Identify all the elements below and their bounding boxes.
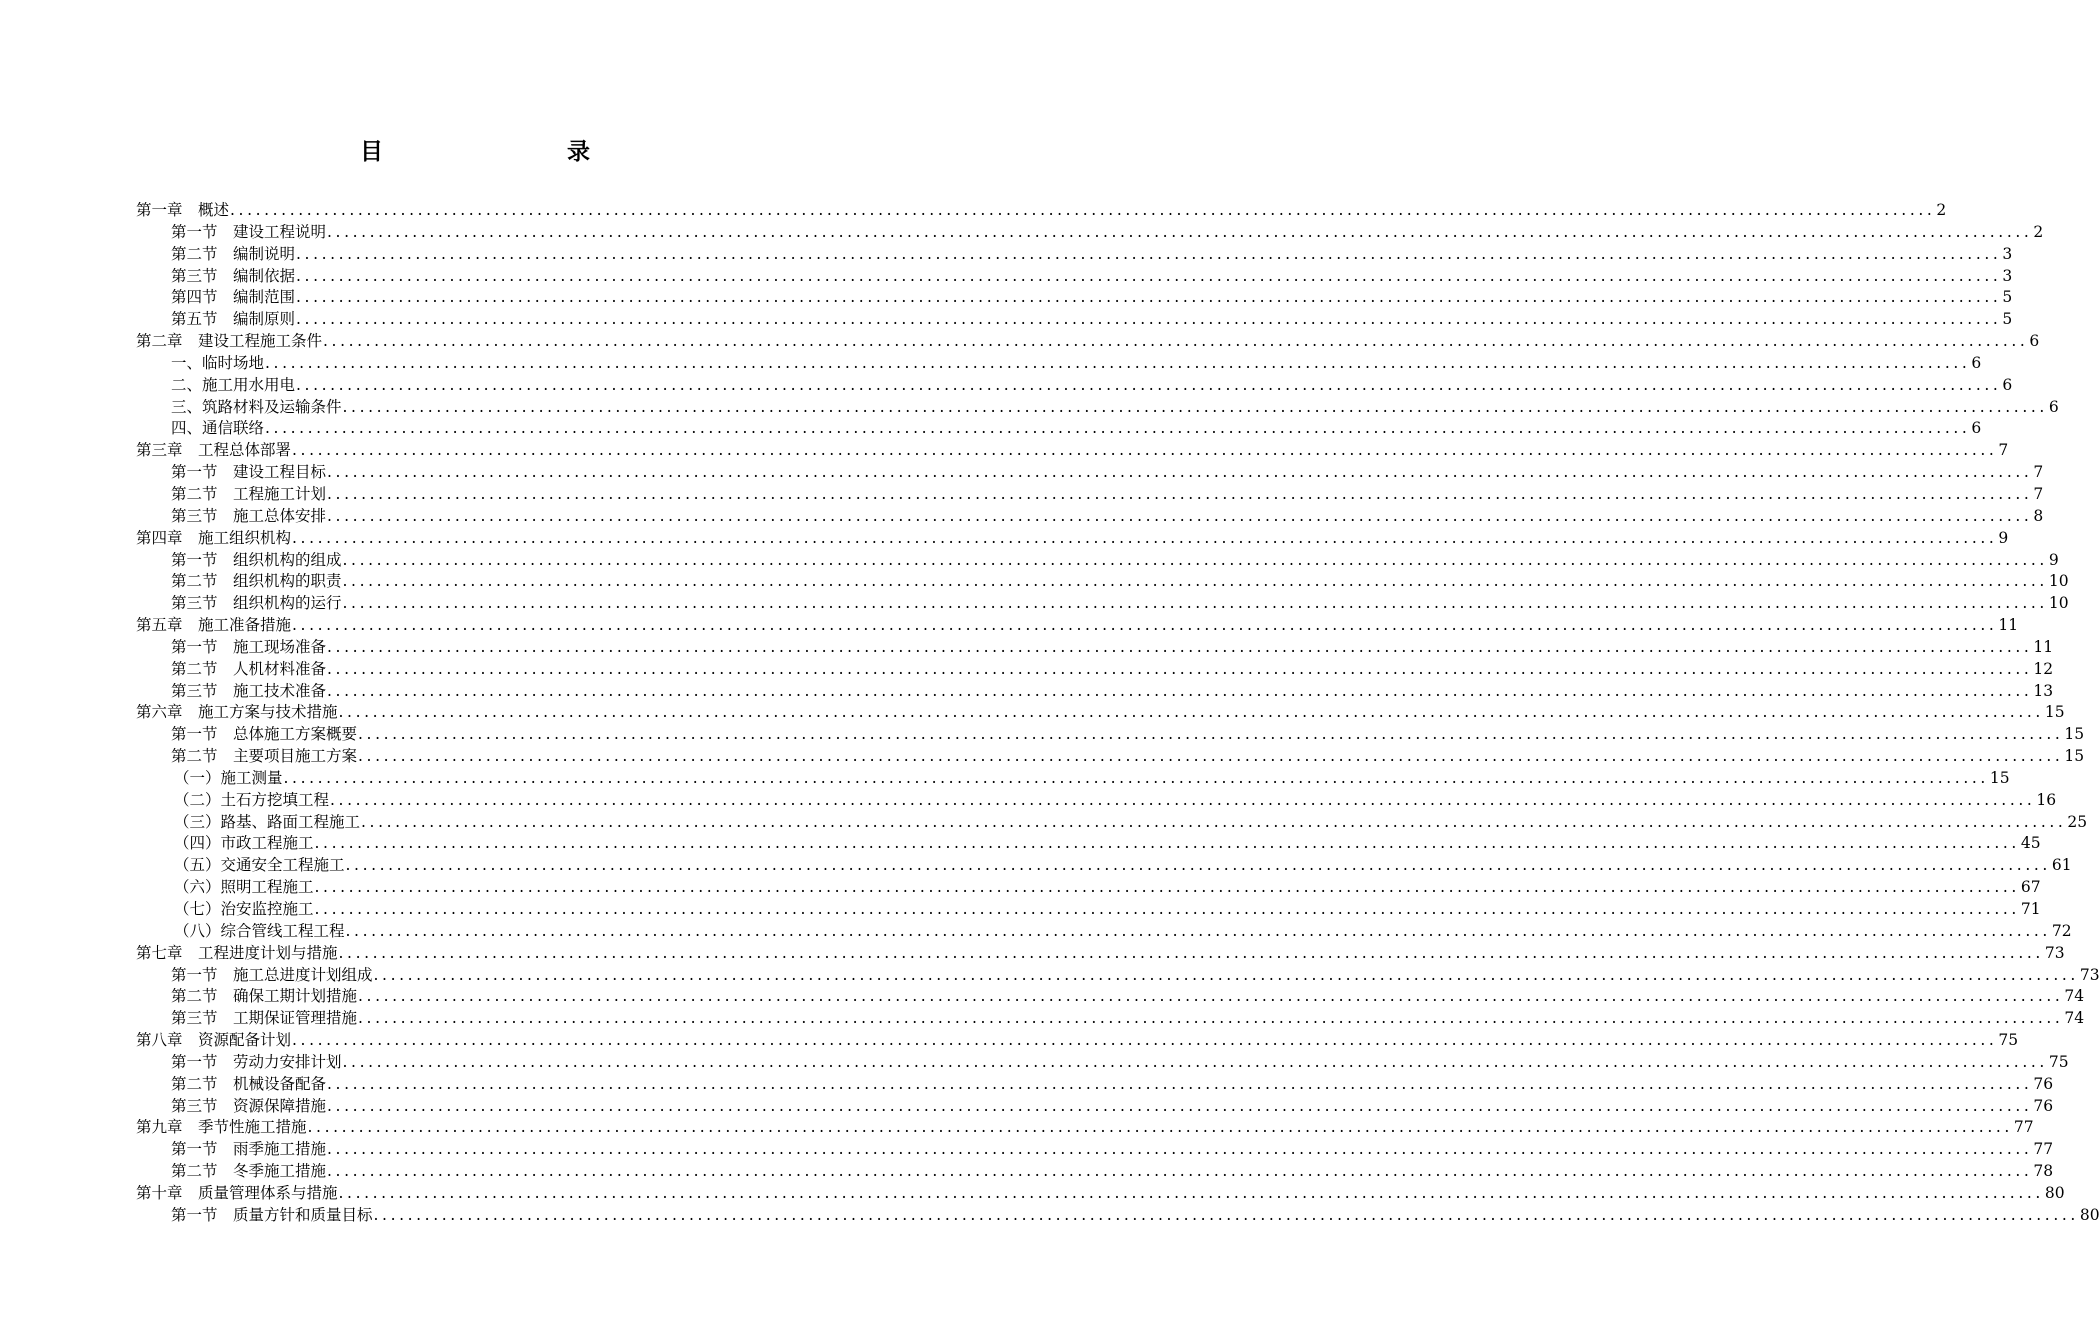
toc-dot-leader: ........................................................................................................................................................................................................ [296,288,2002,307]
toc-dot-leader: ........................................................................................................................................................................................................ [283,768,1989,787]
toc-entry-label: 第六章 施工方案与技术措施 [136,703,338,722]
toc-dot-leader: ........................................................................................................................................................................................................ [327,1140,2033,1159]
toc-dot-leader: ........................................................................................................................................................................................................ [327,222,2033,241]
toc-dot-leader: ........................................................................................................................................................................................................ [373,965,2079,984]
toc-entry-page-number: 45 [2020,834,2041,853]
toc-dot-leader: ........................................................................................................................................................................................................ [323,332,2029,351]
toc-entry-label: 第十章 质量管理体系与措施 [136,1183,338,1202]
toc-dot-leader: ........................................................................................................................................................................................................ [292,616,1998,635]
toc-entry-page-number: 2 [2033,222,2044,241]
toc-entry[interactable] [136,440,2009,462]
toc-entry-page-number: 10 [2048,572,2069,591]
toc-entry-label: 第九章 季节性施工措施 [136,1118,307,1137]
toc-entry-page-number: 3 [2002,266,2013,285]
toc-entry[interactable] [136,484,2044,506]
toc-entry[interactable] [136,397,2059,419]
toc-entry-label: 第二节 确保工期计划措施 [171,987,358,1006]
toc-entry-label: 第一节 组织机构的组成 [171,550,342,569]
toc-entry-page-number: 77 [2033,1140,2054,1159]
toc-entry[interactable] [136,244,2013,266]
toc-dot-leader: ........................................................................................................................................................................................................ [338,943,2044,962]
page-title: 目 录 [359,139,678,165]
toc-entry-page-number: 15 [2044,703,2065,722]
toc-dot-leader: ........................................................................................................................................................................................................ [327,681,2033,700]
toc-entry-page-number: 6 [2048,397,2059,416]
toc-entry-label: 第一节 施工现场准备 [171,637,327,656]
toc-entry[interactable] [136,506,2044,528]
toc-entry[interactable] [136,921,2072,943]
toc-dot-leader: ........................................................................................................................................................................................................ [373,1205,2079,1224]
toc-dot-leader: ........................................................................................................................................................................................................ [314,834,2020,853]
toc-entry-page-number: 7 [2033,484,2044,503]
toc-dot-leader: ........................................................................................................................................................................................................ [338,703,2044,722]
toc-dot-leader: ........................................................................................................................................................................................................ [314,878,2020,897]
toc-dot-leader: ........................................................................................................................................................................................................ [265,353,1971,372]
toc-entry-label: （一）施工测量 [174,768,283,787]
toc-entry-label: 第二节 工程施工计划 [171,484,327,503]
toc-entry[interactable] [136,375,2013,397]
toc-entry-page-number: 74 [2064,987,2085,1006]
toc-entry[interactable] [136,615,2019,637]
toc-entry-page-number: 15 [2064,747,2085,766]
toc-entry[interactable] [136,571,2069,593]
toc-entry[interactable] [136,1117,2034,1139]
toc-dot-leader: ........................................................................................................................................................................................................ [327,659,2033,678]
toc-entry-label: 第一节 施工总进度计划组成 [171,965,373,984]
toc-entry-label: 第一节 质量方针和质量目标 [171,1205,373,1224]
toc-entry[interactable] [136,790,2057,812]
toc-entry[interactable] [136,287,2013,309]
toc-entry-page-number: 75 [1998,1031,2019,1050]
toc-entry[interactable] [136,353,1982,375]
toc-entry[interactable] [136,1183,2065,1205]
toc-entry[interactable] [136,855,2072,877]
toc-dot-leader: ........................................................................................................................................................................................................ [296,310,2002,329]
toc-entry-page-number: 76 [2033,1096,2054,1115]
toc-entry[interactable] [136,1074,2054,1096]
toc-entry-label: 第二节 冬季施工措施 [171,1162,327,1181]
toc-dot-leader: ........................................................................................................................................................................................................ [292,441,1998,460]
toc-entry-page-number: 9 [1998,528,2009,547]
toc-entry-label: 第三节 编制依据 [171,266,296,285]
toc-entry-label: 第二节 编制说明 [171,244,296,263]
toc-entry-label: （六）照明工程施工 [174,878,314,897]
toc-entry[interactable] [136,222,2044,244]
toc-dot-leader: ........................................................................................................................................................................................................ [342,572,2048,591]
toc-dot-leader: ........................................................................................................................................................................................................ [296,375,2002,394]
toc-dot-leader: ........................................................................................................................................................................................................ [307,1118,2013,1137]
toc-entry[interactable] [136,724,2085,746]
toc-entry-page-number: 73 [2044,943,2065,962]
toc-entry-page-number: 8 [2033,506,2044,525]
toc-entry-label: 第一章 概述 [136,201,230,219]
toc-entry-label: 第二章 建设工程施工条件 [136,332,323,351]
toc-entry[interactable] [136,1008,2085,1030]
toc-dot-leader: ........................................................................................................................................................................................................ [358,747,2064,766]
toc-entry[interactable] [136,899,2041,921]
toc-dot-leader: ........................................................................................................................................................................................................ [327,463,2033,482]
toc-entry-page-number: 6 [1971,353,1982,372]
toc-entry-page-number: 16 [2036,790,2057,809]
toc-entry[interactable] [136,986,2085,1008]
toc-dot-leader: ........................................................................................................................................................................................................ [296,266,2002,285]
toc-entry[interactable] [136,200,1947,222]
toc-entry[interactable] [136,1052,2069,1074]
toc-entry[interactable] [136,812,2088,834]
toc-dot-leader: ........................................................................................................................................................................................................ [338,1183,2044,1202]
toc-entry[interactable] [136,266,2013,288]
toc-entry-label: 第一节 雨季施工措施 [171,1140,327,1159]
toc-entry-page-number: 80 [2079,1205,2100,1224]
toc-entry-label: （二）土石方挖填工程 [174,790,330,809]
toc-entry-label: 第七章 工程进度计划与措施 [136,943,338,962]
toc-entry-label: 第一节 建设工程说明 [171,222,327,241]
toc-entry-page-number: 13 [2033,681,2054,700]
toc-entry-page-number: 2 [1936,201,1947,219]
toc-entry-page-number: 11 [2033,637,2054,656]
toc-entry-label: 第三节 资源保障措施 [171,1096,327,1115]
toc-entry-label: 第二节 机械设备配备 [171,1074,327,1093]
toc-entry-label: 第八章 资源配备计划 [136,1031,292,1050]
toc-entry-label: 第二节 组织机构的职责 [171,572,342,591]
toc-entry[interactable] [136,877,2041,899]
toc-entry-page-number: 15 [2064,725,2085,744]
toc-entry-page-number: 3 [2002,244,2013,263]
toc-entry-label: 四、通信联络 [171,419,265,438]
toc-entry-page-number: 6 [1971,419,1982,438]
toc-entry[interactable] [136,746,2085,768]
toc-entry[interactable] [136,702,2065,724]
toc-entry-page-number: 5 [2002,310,2013,329]
toc-dot-leader: ........................................................................................................................................................................................................ [327,484,2033,503]
toc-entry-page-number: 7 [1998,441,2009,460]
toc-entry-label: （七）治安监控施工 [174,900,314,918]
toc-entry-page-number: 80 [2044,1183,2065,1202]
toc-entry-label: 第四章 施工组织机构 [136,528,292,547]
toc-entry-label: 三、筑路材料及运输条件 [171,397,342,416]
toc-dot-leader: ........................................................................................................................................................................................................ [361,812,2067,831]
toc-entry-page-number: 25 [2067,812,2088,831]
toc-entry[interactable] [136,1139,2054,1161]
toc-entry-page-number: 12 [2033,659,2054,678]
toc-dot-leader: ........................................................................................................................................................................................................ [292,528,1998,547]
toc-dot-leader: ........................................................................................................................................................................................................ [265,419,1971,438]
toc-entry-label: 第五节 编制原则 [171,310,296,329]
toc-entry-page-number: 77 [2013,1118,2034,1137]
toc-dot-leader: ........................................................................................................................................................................................................ [327,506,2033,525]
toc-dot-leader: ........................................................................................................................................................................................................ [327,1096,2033,1115]
toc-entry[interactable] [136,1030,2019,1052]
toc-entry[interactable] [136,309,2013,331]
toc-entry-page-number: 67 [2020,878,2041,897]
toc-entry-label: （八）综合管线工程工程 [174,921,345,940]
toc-dot-leader: ........................................................................................................................................................................................................ [327,1074,2033,1093]
toc-dot-leader: ........................................................................................................................................................................................................ [292,1031,1998,1050]
toc-entry-page-number: 7 [2033,463,2044,482]
toc-dot-leader: ........................................................................................................................................................................................................ [345,856,2051,875]
toc-entry-label: 第一节 建设工程目标 [171,463,327,482]
toc-dot-leader: ........................................................................................................................................................................................................ [345,921,2051,940]
toc-entry-label: 第三节 施工技术准备 [171,681,327,700]
toc-entry-page-number: 6 [2029,332,2040,351]
toc-dot-leader: ........................................................................................................................................................................................................ [358,987,2064,1006]
toc-entry-label: （三）路基、路面工程施工 [174,812,361,831]
toc-entry[interactable] [136,768,2010,790]
toc-entry-label: 第三节 工期保证管理措施 [171,1009,358,1028]
toc-entry[interactable] [136,1161,2054,1183]
toc-entry-label: 第四节 编制范围 [171,288,296,307]
toc-entry-label: 二、施工用水用电 [171,375,296,394]
toc-entry[interactable] [136,659,2054,681]
toc-dot-leader: ........................................................................................................................................................................................................ [327,1162,2033,1181]
toc-entry-label: 第一节 总体施工方案概要 [171,725,358,744]
toc-dot-leader: ........................................................................................................................................................................................................ [342,397,2048,416]
toc-entry[interactable] [136,637,2054,659]
toc-entry[interactable] [136,462,2044,484]
toc-entry-label: 第二节 主要项目施工方案 [171,747,358,766]
toc-dot-leader: ........................................................................................................................................................................................................ [342,550,2048,569]
toc-entry-page-number: 71 [2020,900,2041,918]
toc-entry-page-number: 9 [2048,550,2059,569]
toc-dot-leader: ........................................................................................................................................................................................................ [314,900,2020,918]
toc-entry[interactable] [136,550,2059,572]
toc-entry[interactable] [136,943,2065,965]
toc-entry-label: （五）交通安全工程施工 [174,856,345,875]
toc-entry[interactable] [136,965,2100,987]
toc-entry-label: 第三章 工程总体部署 [136,441,292,460]
toc-entry[interactable] [136,331,2040,353]
toc-dot-leader: ........................................................................................................................................................................................................ [342,1052,2048,1071]
toc-entry-label: 第五章 施工准备措施 [136,616,292,635]
toc-dot-leader: ........................................................................................................................................................................................................ [230,201,1936,219]
toc-entry[interactable] [136,593,2069,615]
toc-entry-page-number: 72 [2051,921,2072,940]
toc-dot-leader: ........................................................................................................................................................................................................ [358,725,2064,744]
toc-entry-label: 一、临时场地 [171,353,265,372]
toc-entry[interactable] [136,1096,2054,1118]
toc-entry[interactable] [136,1205,2100,1227]
toc-entry[interactable] [136,528,2009,550]
toc-dot-leader: ........................................................................................................................................................................................................ [330,790,2036,809]
table-of-contents [136,200,2100,1227]
toc-entry[interactable] [136,833,2041,855]
toc-entry-label: 第一节 劳动力安排计划 [171,1052,342,1071]
toc-entry-page-number: 73 [2079,965,2100,984]
toc-entry-page-number: 6 [2002,375,2013,394]
toc-entry-label: 第三节 施工总体安排 [171,506,327,525]
toc-dot-leader: ........................................................................................................................................................................................................ [358,1009,2064,1028]
toc-entry-page-number: 76 [2033,1074,2054,1093]
toc-entry-page-number: 11 [1998,616,2019,635]
toc-entry-label: 第三节 组织机构的运行 [171,594,342,613]
toc-entry[interactable] [136,418,1982,440]
toc-dot-leader: ........................................................................................................................................................................................................ [342,594,2048,613]
toc-entry-label: （四）市政工程施工 [174,834,314,853]
toc-entry-page-number: 74 [2064,1009,2085,1028]
toc-entry-page-number: 10 [2048,594,2069,613]
toc-entry[interactable] [136,681,2054,703]
toc-dot-leader: ........................................................................................................................................................................................................ [296,244,2002,263]
toc-entry-page-number: 15 [1989,768,2010,787]
toc-entry-label: 第二节 人机材料准备 [171,659,327,678]
toc-entry-page-number: 75 [2048,1052,2069,1071]
toc-entry-page-number: 78 [2033,1162,2054,1181]
toc-entry-page-number: 5 [2002,288,2013,307]
toc-entry-page-number: 61 [2051,856,2072,875]
toc-dot-leader: ........................................................................................................................................................................................................ [327,637,2033,656]
